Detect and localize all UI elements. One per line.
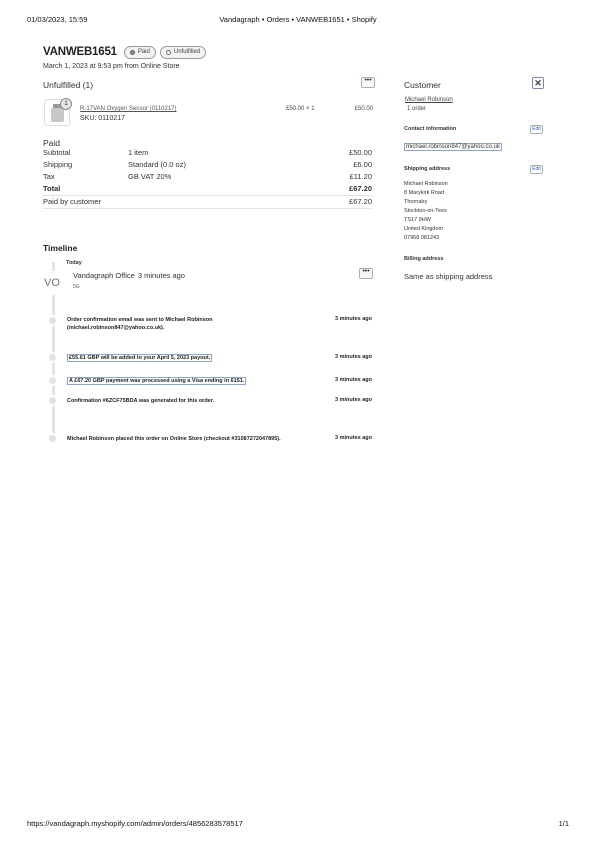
summary-divider bbox=[43, 195, 372, 196]
order-name: VANWEB1651 bbox=[43, 46, 117, 58]
summary-label: Shipping bbox=[43, 160, 73, 169]
product-link[interactable]: R-17VAN Oxygen Sensor (0110217) bbox=[80, 106, 177, 112]
comment-author-name: Vandagraph Office bbox=[73, 271, 135, 280]
avatar: VO bbox=[43, 271, 61, 295]
print-footer bbox=[27, 819, 569, 831]
timeline-event bbox=[67, 377, 302, 385]
timeline-event: Confirmation #6ZCF75BDA was generated for this order. bbox=[67, 398, 215, 404]
summary-value: £67.20 bbox=[349, 197, 372, 206]
shipping-line: Stockton-on-Tees bbox=[404, 208, 447, 214]
shipping-line: 8 Marykirk Road bbox=[404, 190, 445, 196]
product-sku: SKU: 0110217 bbox=[80, 115, 126, 122]
print-page-count: 1/1 bbox=[558, 819, 569, 828]
summary-value: £50.00 bbox=[349, 148, 372, 157]
timeline-comment bbox=[43, 264, 375, 300]
summary-divider bbox=[43, 208, 372, 209]
comment-more-button[interactable]: ••• bbox=[359, 268, 373, 279]
timeline-event-link[interactable]: A £67.20 GBP payment was processed using a Visa ending in 6151. bbox=[69, 378, 245, 384]
line-item bbox=[43, 99, 375, 129]
timeline-dot-icon bbox=[47, 395, 58, 406]
comment-time: 3 minutes ago bbox=[137, 271, 185, 280]
summary-row-shipping bbox=[43, 160, 372, 172]
paid-dot-icon bbox=[130, 50, 135, 55]
summary-detail: Standard (0.0 oz) bbox=[128, 160, 186, 169]
order-subtitle: March 1, 2023 at 9:53 pm from Online Store bbox=[43, 63, 180, 70]
unfulfilled-badge-label: Unfulfilled bbox=[173, 49, 201, 55]
summary-label: Paid by customer bbox=[43, 197, 101, 206]
print-header bbox=[27, 15, 569, 27]
product-total: £50.00 bbox=[354, 106, 373, 112]
shipping-line: Michael Robinson bbox=[404, 181, 448, 187]
paid-badge-label: Paid bbox=[137, 49, 150, 55]
timeline-event-time: 3 minutes ago bbox=[335, 377, 372, 383]
product-price: £50.00 × 1 bbox=[286, 106, 315, 112]
timeline-dot-icon bbox=[47, 433, 58, 444]
summary-label: Tax bbox=[43, 172, 55, 181]
shipping-address-heading: Shipping address bbox=[404, 166, 451, 172]
unfulfilled-dot-icon bbox=[166, 50, 171, 55]
customer-title: Customer bbox=[404, 80, 441, 90]
billing-address-text: Same as shipping address bbox=[404, 272, 493, 281]
summary-value: £6.00 bbox=[353, 160, 372, 169]
shipping-line: TS17 9HW bbox=[404, 217, 431, 223]
fulfillment-more-button[interactable]: ••• bbox=[361, 77, 375, 88]
comment-author bbox=[73, 271, 185, 280]
timeline-event-time: 3 minutes ago bbox=[335, 354, 372, 360]
timeline-event-link[interactable]: £55.61 GBP will be added to your April 5, 2023 payout. bbox=[69, 355, 211, 361]
contact-info-heading: Contact information bbox=[404, 126, 457, 132]
edit-shipping-button[interactable]: Edit bbox=[530, 165, 543, 174]
payment-title: Paid bbox=[43, 138, 61, 148]
comment-text: 5G bbox=[73, 284, 80, 290]
edit-contact-button[interactable]: Edit bbox=[530, 125, 543, 134]
order-header bbox=[43, 43, 206, 61]
summary-row-tax bbox=[43, 172, 372, 184]
paid-badge bbox=[124, 46, 156, 59]
print-title: Vandagraph • Orders • VANWEB1651 • Shopify bbox=[219, 15, 377, 24]
print-date: 01/03/2023, 15:59 bbox=[27, 15, 88, 24]
timeline-event-time: 3 minutes ago bbox=[335, 435, 372, 441]
summary-value: £67.20 bbox=[349, 184, 372, 193]
timeline-event-time: 3 minutes ago bbox=[335, 316, 372, 322]
timeline-event: Order confirmation email was sent to Michael Robinson (michael.robinson847@yahoo.co.uk). bbox=[67, 317, 213, 331]
customer-order-count: 1 order bbox=[407, 106, 427, 112]
timeline-dot-icon bbox=[47, 315, 58, 326]
timeline-day-label: Today bbox=[66, 260, 82, 266]
timeline-title: Timeline bbox=[43, 243, 78, 253]
billing-address-heading: Billing address bbox=[404, 256, 444, 262]
print-url: https://vandagraph.myshopify.com/admin/orders/4856283578517 bbox=[27, 819, 243, 828]
shipping-line: Thornaby bbox=[404, 199, 428, 205]
close-icon[interactable]: ✕ bbox=[532, 77, 544, 89]
summary-detail: 1 item bbox=[128, 148, 149, 157]
customer-name-link[interactable]: Michael Robinson bbox=[405, 97, 453, 103]
summary-value: £11.20 bbox=[349, 172, 372, 181]
summary-label: Subtotal bbox=[43, 148, 71, 157]
fulfillment-title: Unfulfilled (1) bbox=[43, 80, 94, 90]
customer-email-link[interactable]: michael.robinson847@yahoo.co.uk bbox=[406, 144, 500, 150]
summary-row-subtotal bbox=[43, 148, 372, 160]
unfulfilled-badge bbox=[160, 46, 206, 59]
summary-detail: GB VAT 20% bbox=[128, 172, 172, 181]
summary-label: Total bbox=[43, 184, 61, 193]
timeline-event bbox=[67, 354, 302, 362]
quantity-badge: 1 bbox=[60, 98, 72, 110]
shipping-phone: 07968 081243 bbox=[404, 235, 440, 241]
timeline-dot-icon bbox=[47, 352, 58, 363]
timeline-event-time: 3 minutes ago bbox=[335, 397, 372, 403]
timeline-event: Michael Robinson placed this order on Online Store (checkout #31087272047895). bbox=[67, 436, 281, 442]
timeline-dot-icon bbox=[47, 375, 58, 386]
shipping-line: United Kingdom bbox=[404, 226, 444, 232]
